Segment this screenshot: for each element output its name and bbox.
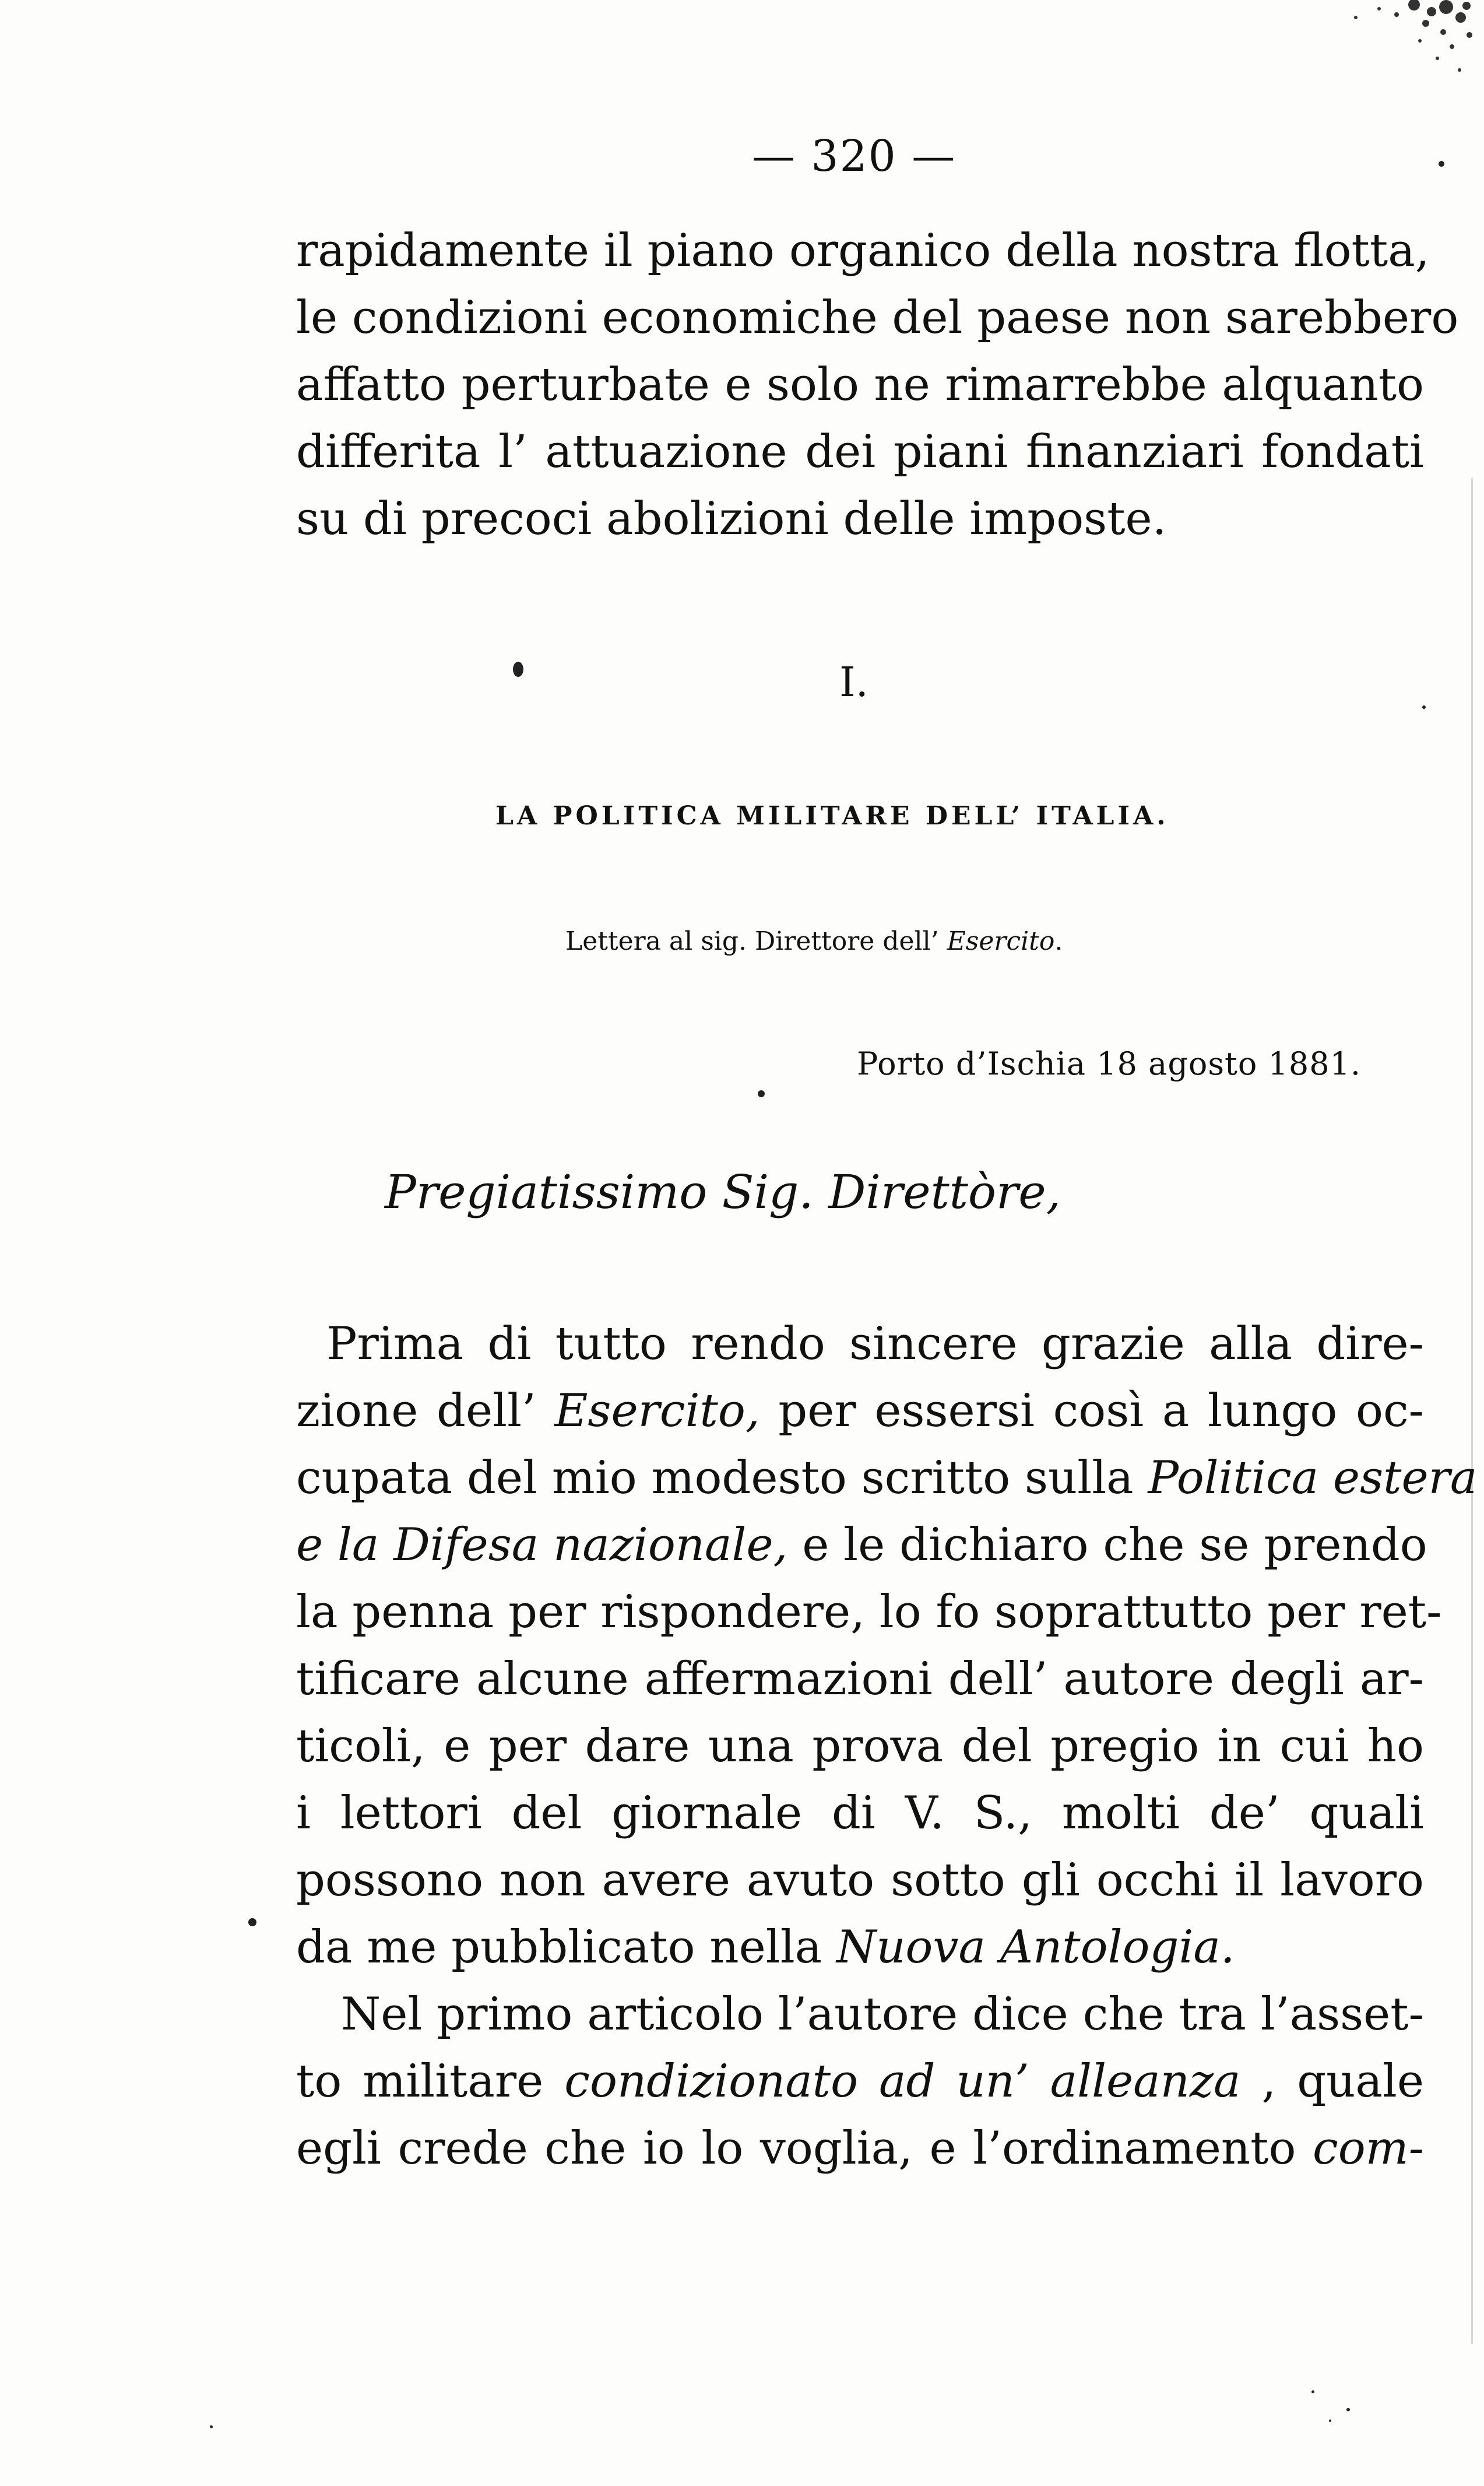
salutation: Pregiatissimo Sig. Direttòre, — [385, 1165, 1061, 1219]
italic-span: Politica estera — [1148, 1452, 1478, 1504]
text-span: da me pubblicato nella — [296, 1921, 836, 1974]
ink-speck — [1439, 161, 1444, 167]
ink-speck — [758, 1090, 765, 1097]
text-line — [296, 2052, 1424, 2111]
subtitle-italic: Esercito — [947, 926, 1055, 956]
text-line: rapidamente il piano organico della nostra flotta, — [296, 224, 1430, 277]
text-span: e le dichiaro che se prendo — [787, 1519, 1427, 1571]
italic-span: com- — [1313, 2122, 1424, 2175]
ink-speck — [1311, 2390, 1314, 2393]
subtitle-punct: . — [1054, 926, 1063, 956]
text-line: tificare alcune affermazioni dell’ autore degli ar- — [296, 1653, 1424, 1705]
text-line — [296, 1449, 1478, 1507]
ink-speck — [1346, 2408, 1350, 2411]
text-line: i lettori del giornale di V. S., molti de’ quali — [296, 1787, 1424, 1839]
ink-speck — [1329, 2420, 1331, 2422]
italic-span: e la Difesa nazionale, — [296, 1519, 788, 1571]
text-span: zione dell’ — [296, 1385, 555, 1437]
text-line — [296, 1918, 1424, 1976]
text-line: differita l’ attuazione dei piani finanziari fondati — [296, 426, 1424, 478]
text-line — [296, 1382, 1424, 1440]
ink-speck — [248, 1918, 256, 1926]
text-span: , quale — [1240, 2055, 1424, 2108]
text-line: le condizioni economiche del paese non sarebbero — [296, 292, 1459, 344]
text-line — [296, 2119, 1424, 2178]
text-line: Prima di tutto rendo sincere grazie alla dire- — [326, 1318, 1424, 1370]
ink-smudge — [1239, 0, 1484, 117]
italic-span: Nuova Antologia. — [836, 1921, 1235, 1974]
italic-span: Esercito, — [554, 1385, 760, 1437]
ink-speck — [210, 2425, 213, 2428]
text-line: la penna per rispondere, lo fo soprattutto per ret- — [296, 1586, 1442, 1638]
text-span: per essersi così a lungo oc- — [759, 1385, 1424, 1437]
page-edge-shadow — [1471, 478, 1473, 2344]
page-number: — 320 — — [752, 131, 956, 181]
section-numeral: I. — [839, 658, 868, 706]
italic-span: condizionato ad un’ alleanza — [564, 2055, 1241, 2108]
subtitle-text: Lettera al sig. Direttore dell’ — [565, 926, 939, 956]
section-subtitle — [565, 912, 1063, 971]
text-line: Nel primo articolo l’autore dice che tra l’asset- — [341, 1988, 1424, 2041]
section-title: LA POLITICA MILITARE DELL’ ITALIA. — [495, 801, 1169, 831]
text-line: su di precoci abolizioni delle imposte. — [296, 493, 1167, 545]
text-line — [296, 1516, 1427, 1574]
ink-speck — [1422, 705, 1426, 709]
text-line: affatto perturbate e solo ne rimarrebbe alquanto — [296, 359, 1424, 411]
text-span: to militare — [296, 2055, 565, 2108]
text-span: egli crede che io lo voglia, e l’ordinamento — [296, 2122, 1313, 2175]
text-span: cupata del mio modesto scritto sulla — [296, 1452, 1148, 1504]
ink-speck — [513, 662, 523, 677]
text-line: possono non avere avuto sotto gli occhi il lavoro — [296, 1854, 1424, 1906]
text-line: ticoli, e per dare una prova del pregio in cui ho — [296, 1720, 1424, 1772]
dateline: Porto d’Ischia 18 agosto 1881. — [857, 1045, 1362, 1082]
